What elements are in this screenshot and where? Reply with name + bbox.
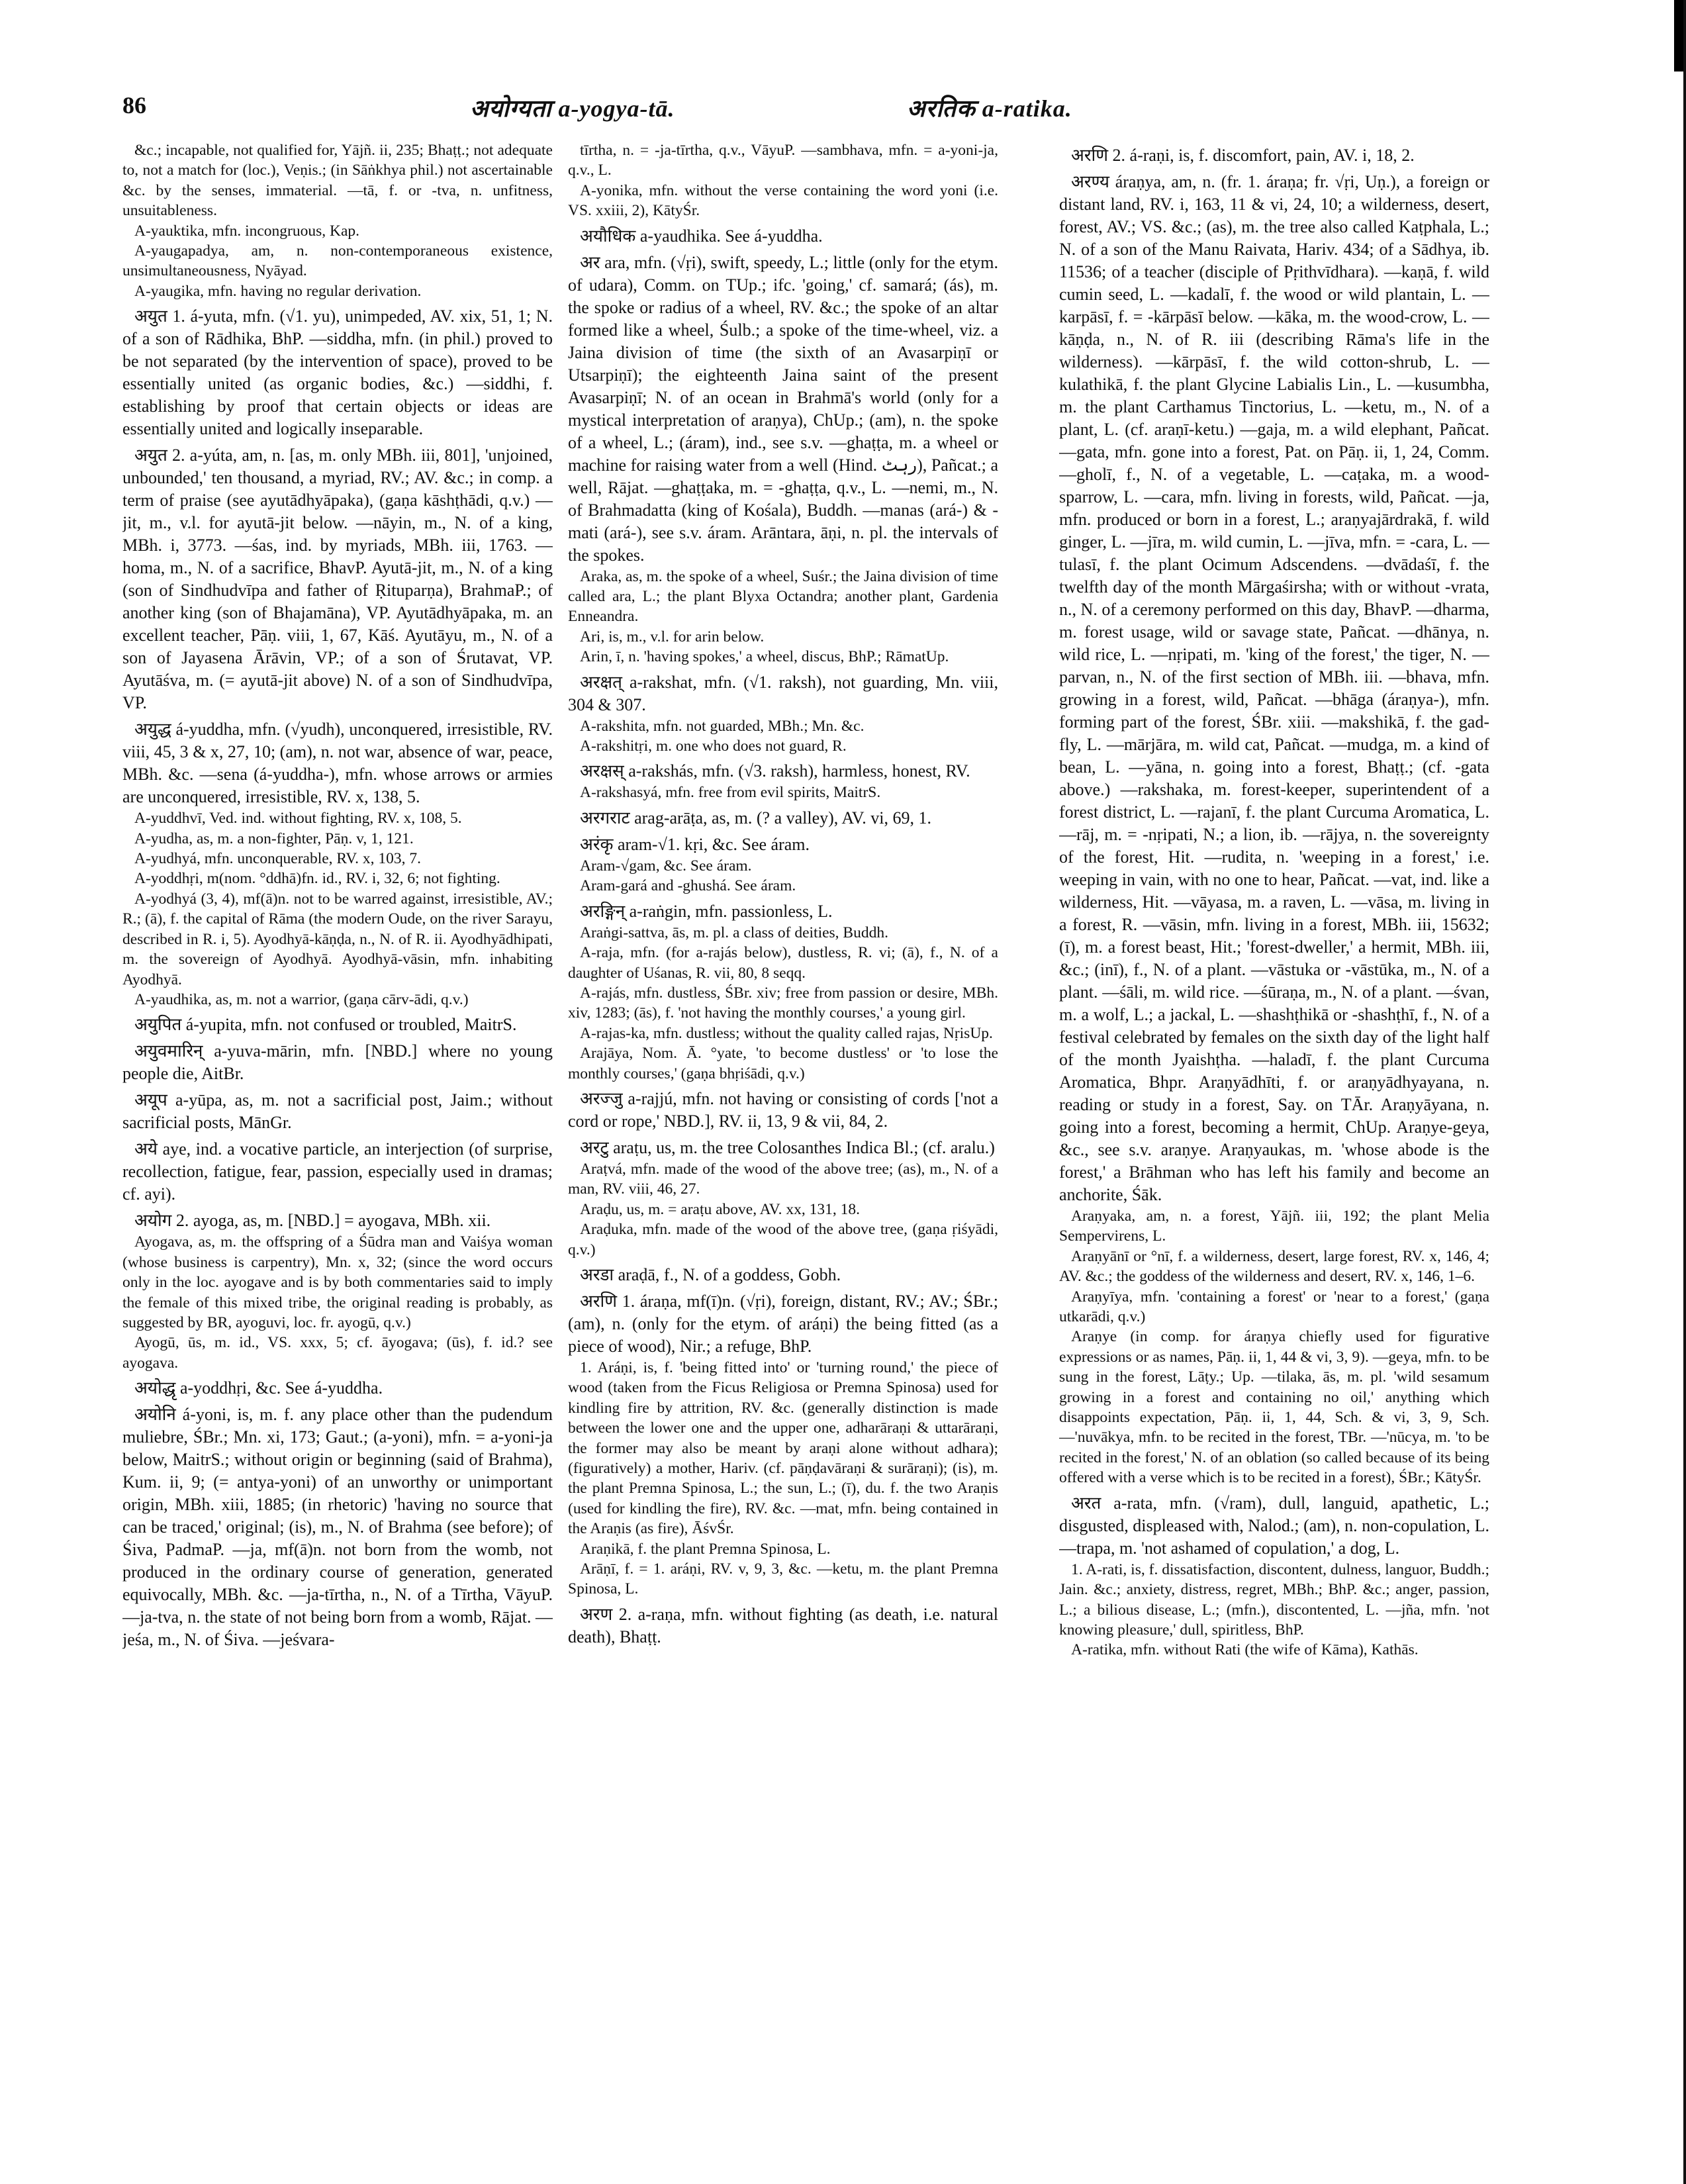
subentry: A-yonika, mfn. without the verse containing the word yoni (i.e. VS. xxiii, 2), KātyŚr. <box>568 181 998 220</box>
subentry: A-rakshasyá, mfn. free from evil spirits, MaitrS. <box>580 784 881 802</box>
headword-entry: अरण 2. a-raṇa, mfn. without fighting (as death, i.e. natural death), Bhaṭṭ. <box>568 1604 998 1646</box>
subentry: Araḍuka, mfn. made of the wood of the above tree, (gaṇa ṛiśyādi, q.v.) <box>568 1221 998 1258</box>
subentry: A-yodhyá (3, 4), mf(ā)n. not to be warred against, irresistible, AV.; R.; (ā), f. the capital of Rāma (the modern Oude, on the river Sarayu, described in R. i, 5). Ayodhyā-kāṇḍa, n., N. of R. ii. Ayodhyādhipati, m. the sovereign of Ayodhyā. Ayodhyā-vāsin, mfn. inhabiting Ayodhyā. <box>122 890 553 988</box>
subentry: A-rakshitṛi, m. one who does not guard, R. <box>580 737 847 755</box>
subentry: Araṇikā, f. the plant Premna Spinosa, L. <box>580 1540 831 1558</box>
right-running-headword: अरतिक a-ratika. <box>907 95 1072 122</box>
subentry: A-yaugika, mfn. having no regular derivation. <box>134 282 422 300</box>
subentry: Ayogū, ūs, m. id., VS. xxx, 5; cf. āyogava; (ūs), f. id.? see ayogava. <box>122 1334 553 1372</box>
headword-entry: अयुत 1. á-yuta, mfn. (√1. yu), unimpeded, AV. xix, 51, 1; N. of a son of Rādhika, BhP. —siddha, mfn. (in phil.) proved to be not separated (by the intervention of space), proved to be essentially united (as organic bodies, &c.) —siddhi, f. establishing by proof that certain objects or ideas are essentially united and logically inseparable. <box>122 307 553 439</box>
headword-entry: अरणि 1. áraṇa, mf(ī)n. (√ṛi), foreign, distant, RV.; AV.; ŚBr.; (am), n. (only for the etym. of aráṇi) the being fitted (as a piece of wood), Nir.; a refuge, BhP. <box>568 1291 998 1356</box>
page-edge-line <box>1683 0 1686 2184</box>
headword-entry: अयुवमारिन् a-yuva-mārin, mfn. [NBD.] where no young people die, AitBr. <box>122 1041 553 1084</box>
headword-entry: अयूप a-yūpa, as, m. not a sacrificial post, Jaim.; without sacrificial posts, MānGr. <box>122 1090 553 1133</box>
subentry: Arin, ī, n. 'having spokes,' a wheel, discus, BhP.; RāmatUp. <box>580 648 949 666</box>
subentry: Araḍu, us, m. = araṭu above, AV. xx, 131, 18. <box>580 1200 860 1218</box>
headword-entry: अरणि 2. á-raṇi, is, f. discomfort, pain, AV. i, 18, 2. <box>1071 146 1415 165</box>
subentry: A-rajas-ka, mfn. dustless; without the quality called rajas, NṛisUp. <box>580 1024 993 1042</box>
headword-entry: अरडा araḍā, f., N. of a goddess, Gobh. <box>580 1264 841 1284</box>
headword-entry: अये aye, ind. a vocative particle, an interjection (of surprise, recollection, fatigue, fear, passion, especially used in dramas; cf. ayi). <box>122 1139 553 1204</box>
headword-entry: अरटु araṭu, us, m. the tree Colosanthes Indica Bl.; (cf. aralu.) <box>580 1137 995 1157</box>
subentry: A-ratika, mfn. without Rati (the wife of Kāma), Kathās. <box>1071 1641 1419 1659</box>
subentry: Araṇyīya, mfn. 'containing a forest' or 'near to a forest,' (gaṇa utkarādi, q.v.) <box>1059 1288 1489 1326</box>
headword-entry: अरंकृ aram-√1. kṛi, &c. See áram. <box>580 834 810 854</box>
headword-entry: अरण्य áraṇya, am, n. (fr. 1. áraṇa; fr. √ṛi, Uṇ.), a foreign or distant land, RV. i, 163, 11 & vi, 24, 10; a wilderness, desert, forest, AV.; VS. &c.; (as), m. the tree also called Kaṭphala, L.; N. of a son of the Manu Raivata, Hariv. 434; of a Sādhya, ib. 11536; of a teacher (disciple of Pṛithvīdhara). —kaṇā, f. wild cumin seed, L. —kadalī, f. the wood or wild plantain, L. —karpāsī, f. = -kārpāsī below. —kāka, m. the wood-crow, L. —kāṇḍa, n., N. of R. iii (describing Rāma's life in the wilderness). —kārpāsī, f. the wild cotton-shrub, L. —kulathikā, f. the plant Glycine Labialis Lin., L. —kusumbha, m. the plant Carthamus Tinctorius, L. —ketu, m., N. of a plant, L. (cf. araṇī-ketu.) —gaja, m. a wild elephant, Pañcat. —gata, mfn. gone into a forest, Pat. on Pāṇ. ii, 1, 24, Comm. —gholī, f., N. of a vegetable, L. —caṭaka, m. a wood-sparrow, L. —cara, mfn. living in forests, wild, Pañcat. —ja, mfn. produced or born in a forest, L.; araṇyajārdrakā, f. wild ginger, L. —jīra, m. wild cumin, L. —jīva, mfn. = -cara, L. —tulasī, f. the plant Ocimum Adscendens. —dvādaśī, f. the twelfth day of the month Mārgaśirsha; with or without -vrata, n., N. of a ceremony performed on this day, BhavP. —dharma, m. forest usage, wild or savage state, Pañcat. —dhānya, n. wild rice, L. —nṛipati, m. 'king of the forest,' the tiger, N. —parvan, n., N. of the first section of MBh. iii. —bhava, mfn. growing in a forest, wild, Pañcat. —bhāga (áraṇya-), mfn. forming part of the forest, ŚBr. xiii. —makshikā, f. the gad-fly, L. —mārjāra, m. wild cat, Pañcat. —mudga, m. a kind of bean, L. —yāna, n. going into a forest, Bhaṭṭ.; (cf. -gata above.) —rakshaka, m. forest-keeper, superintendent of a forest district, L. —rajanī, f. the plant Curcuma Aromatica, L. —rāj, m. = -nṛipati, N.; a lion, ib. —rājya, n. the sovereignty of the forest, Hit. —rudita, n. 'weeping in a forest,' i.e. weeping in vain, with no one to hear, Pañcat. —vat, ind. like a wilderness, Hit. —vāyasa, m. a raven, L. —vāsa, m. living in a forest, R. —vāsin, mfn. living in a forest, MBh. iii, 15632; (ī), m. a forest beast, Hit.; 'forest-dweller,' a hermit, MBh. iii, &c.; (inī), f., N. of a plant. —vāstuka or -vāstūka, m., N. of a plant. —śāli, m. wild rice. —śūraṇa, m., N. of a plant. —śvan, m. a wolf, L.; a jackal, L. —shashṭhikā or -shashṭhī, f., N. of a festival celebrated by females on the sixth day of the light half of the month Jyaishṭha. —haladī, f. the plant Curcuma Aromatica, Bhpr. Araṇyādhīti, f. or araṇyādhyayana, n. reading or study in a forest, Say. on TĀr. Araṇyāyana, n. going into a forest, becoming a hermit, ChUp. Araṇye-geya, &c., see s.v. araṇye. Araṇyaukas, m. 'whose abode is the forest,' a Brāhman who has left his family and become an anchorite, Śāk. <box>1059 172 1489 1204</box>
headword-entry: अरङ्गिन् a-raṅgin, mfn. passionless, L. <box>580 901 833 921</box>
column-1 <box>122 140 553 2153</box>
subentry: A-yauktika, mfn. incongruous, Kap. <box>134 222 360 240</box>
headword-entry: अयुद्ध á-yuddha, mfn. (√yudh), unconquered, irresistible, RV. viii, 45, 3 & x, 27, 10; (am), n. not war, absence of war, peace, MBh. &c. —sena (á-yuddha-), mfn. whose arrows or armies are unconquered, irresistible, RV. x, 138, 5. <box>122 720 553 807</box>
headword-entry: अरक्षस् a-rakshás, mfn. (√3. raksh), harmless, honest, RV. <box>580 761 970 781</box>
subentry: Araka, as, m. the spoke of a wheel, Suśr.; the Jaina division of time called ara, L.; the plant Blyxa Octandra; another plant, Gardenia Enneandra. <box>568 567 998 626</box>
page-number: 86 <box>122 92 146 119</box>
page-header <box>122 91 1646 131</box>
subentry: A-yudha, as, m. a non-fighter, Pāṇ. v, 1, 121. <box>134 830 414 847</box>
subentry: Arāṇī, f. = 1. aráṇi, RV. v, 9, 3, &c. —ketu, m. the plant Premna Spinosa, L. <box>568 1560 998 1598</box>
headword-entry: अरगराट arag-arāṭa, as, m. (? a valley), AV. vi, 69, 1. <box>580 808 931 828</box>
subentry: Araṇyānī or °nī, f. a wilderness, desert, large forest, RV. x, 146, 4; AV. &c.; the goddess of the wilderness and desert, RV. x, 146, 1–6. <box>1059 1247 1489 1286</box>
subentry: Araṭvá, mfn. made of the wood of the above tree; (as), m., N. of a man, RV. viii, 46, 27. <box>568 1160 998 1198</box>
subentry: Araṅgi-sattva, ās, m. pl. a class of deities, Buddh. <box>580 924 888 941</box>
subentry: Aram-gará and -ghushá. See áram. <box>580 877 796 895</box>
headword-entry: अरज्जु a-rajjú, mfn. not having or consisting of cords ['not a cord or rope,' NBD.], RV. ii, 13, 9 & vii, 84, 2. <box>568 1088 998 1131</box>
headword-entry: अयौधिक a-yaudhika. See á-yuddha. <box>580 226 823 246</box>
subentry: A-rajás, mfn. dustless, ŚBr. xiv; free from passion or desire, MBh. xiv, 1283; (ās), f. 'not having the monthly courses,' a young girl. <box>568 984 998 1022</box>
subentry: Arajāya, Nom. Ā. °yate, 'to become dustless' or 'to lose the monthly courses,' (gaṇa bhṛiśādi, q.v.) <box>568 1045 998 1082</box>
column-3 <box>1059 140 1489 2153</box>
headword-entry: अयोनि á-yoni, is, m. f. any place other than the pudendum muliebre, ŚBr.; Mn. xi, 173; Gaut.; (a-yoni), mfn. = a-yoni-ja below, MaitrS.; without origin or beginning (said of Brahma), Kum. ii, 9; (= antya-yoni) of an unworthy or unimportant origin, MBh. xiii, 1885; (in rhetoric) 'having no source that can be traced,' original; (is), m., N. of Brahma (see before); of Śiva, PadmaP. —ja, mf(ā)n. not born from the womb, not produced in the ordinary course of generation, generated equivocally, MBh. &c. —ja-tīrtha, n., N. of a Tīrtha, VāyuP. —ja-tva, n. the state of not being born from a womb, Rājat. —jeśa, m., N. of Śiva. —jeśvara- <box>122 1405 553 1650</box>
subentry: A-yaudhika, as, m. not a warrior, (gaṇa cārv-ādi, q.v.) <box>134 990 469 1008</box>
subentry: A-raja, mfn. (for a-rajás below), dustless, R. vi; (ā), f., N. of a daughter of Uśanas, R. vii, 80, 8 seqq. <box>568 944 998 982</box>
subentry: 1. Aráṇi, is, f. 'being fitted into' or 'turning round,' the piece of wood (taken from the Ficus Religiosa or Premna Spinosa) used for kindling fire by attrition, RV. &c. (generally distinction is made between the lower one and the upper one, adharāraṇi & uttarāraṇi, the former may also be meant by araṇi alone without adhara); (figuratively) a mother, Hariv. (cf. pāṇḍavāraṇi & surāraṇi); (is), m. the plant Premna Spinosa, L.; the sun, L.; (ī), du. f. the two Araṇis (used for kindling the fire), RV. &c. —mat, mfn. being contained in the Araṇis (as fire), ĀśvŚr. <box>568 1358 998 1538</box>
subentry: Ari, is, m., v.l. for arin below. <box>580 628 765 645</box>
subentry: A-yaugapadya, am, n. non-contemporaneous existence, unsimultaneousness, Nyāyad. <box>122 242 553 280</box>
subentry: tīrtha, n. = -ja-tīrtha, q.v., VāyuP. —sambhava, mfn. = a-yoni-ja, q.v., L. <box>568 142 998 179</box>
headword-entry: अरक्षत् a-rakshat, mfn. (√1. raksh), not guarding, Mn. viii, 304 & 307. <box>568 672 998 714</box>
headword-entry: अयोग 2. ayoga, as, m. [NBD.] = ayogava, MBh. xii. <box>134 1211 491 1231</box>
subentry: &c.; incapable, not qualified for, Yājñ. ii, 235; Bhaṭṭ.; not adequate to, not a match for (loc.), Veṇis.; (in Sāṅkhya phil.) not ascertainable &c. by the senses, immaterial. —tā, f. or -tva, n. unfitness, unsuitableness. <box>122 142 553 220</box>
subentry: A-yoddhṛi, m(nom. °ddhā)fn. id., RV. i, 32, 6; not fighting. <box>134 870 500 888</box>
headword-entry: अयुत 2. a-yúta, am, n. [as, m. only MBh. iii, 801], 'unjoined, unbounded,' ten thousand, a myriad, RV.; AV. &c.; in comp. a term of praise (see ayutādhyāpaka), (gaṇa kāshṭhādi, q.v.) —jit, m., v.l. for ayutā-jit below. —nāyin, m., N. of a king, MBh. i, 3773. —śas, ind. by myriads, MBh. iii, 1763. —homa, m., N. of a sacrifice, BhavP. Ayutā-jit, m., N. of a king (son of Sindhudvīpa and father of Ṛituparṇa), BrahmaP.; of another king (son of Bhajamāna), VP. Ayutādhyāpaka, m. an excellent teacher, Pāṇ. viii, 1, 67, Kāś. Ayutāyu, m., N. of a son of Jayasena Ārāvin, VP.; of a son of Śrutavat, VP. Ayutāśva, m. (= ayutā-jit above) N. of a son of Sindhudvīpa, VP. <box>122 446 553 713</box>
headword-entry: अरत a-rata, mfn. (√ram), dull, languid, apathetic, L.; disgusted, displeased with, Nalod.; (am), n. non-copulation, L. —trapa, m. 'not ashamed of copulation,' a dog, L. <box>1059 1493 1489 1558</box>
subentry: A-yudhyá, mfn. unconquerable, RV. x, 103, 7. <box>134 850 422 868</box>
subentry: Aram-√gam, &c. See áram. <box>580 857 752 875</box>
subentry: A-rakshita, mfn. not guarded, MBh.; Mn. &c. <box>580 717 865 735</box>
headword-entry: अर ara, mfn. (√ṛi), swift, speedy, L.; little (only for the etym. of udara), Comm. on TUp.; ifc. 'going,' cf. samará; (ás), m. the spoke or radius of a wheel, RV. &c.; the spoke of an altar formed like a wheel, Śulb.; a spoke of the time-wheel, viz. a Jaina division of time (the sixth of an Avasarpiṇī or Utsarpiṇī); the eighteenth Jaina saint of the present Avasarpiṇī; N. of an ocean in Brahmā's world (only for a mystical interpretation of araṇya), ChUp.; (am), n. the spoke of a wheel, L.; (áram), ind., see s.v. —ghaṭṭa, m. a wheel or machine for raising water from a well (Hind. رہٹ), Pañcat.; a well, Rājat. —ghaṭṭaka, m. = -ghaṭṭa, q.v., L. —nemi, m., N. of Brahmadatta (king of Kośala), Buddh. —manas (ará-) & -mati (ará-), see s.v. áram. Arāntara, āṇi, n. pl. the intervals of the spokes. <box>568 252 998 565</box>
subentry: Araṇyaka, am, n. a forest, Yājñ. iii, 192; the plant Melia Sempervirens, L. <box>1059 1208 1489 1245</box>
subentry: 1. A-rati, is, f. dissatisfaction, discontent, dulness, languor, Buddh.; Jain. &c.; anxiety, distress, regret, MBh.; BhP. &c.; anger, passion, L.; a bilious disease, L.; (mfn.), discontented, L. —jña, mfn. 'not knowing pleasure,' dull, spiritless, BhP. <box>1059 1560 1489 1638</box>
headword-entry: अयोद्धृ a-yoddhṛi, &c. See á-yuddha. <box>134 1378 383 1398</box>
subentry: Araṇye (in comp. for áraṇya chiefly used for figurative expressions or as names, Pāṇ. ii, 1, 44 & vi, 3, 9). —geya, mfn. to be sung in the forest, Lāṭy.; Up. —tilaka, ās, m. pl. 'wild sesamum growing in a forest and containing no oil,' anything which disappoints expectation, Pāṇ. ii, 1, 44, Sch. & vi, 3, 9, Sch. —'nuvākya, mfn. to be recited in the forest, TBr. —'nūcya, m. 'to be recited in the forest,' N. of an oblation (so called because of its being offered with a verse which is to be recited in a forest), ŚBr.; KātyŚr. <box>1059 1328 1489 1487</box>
left-running-headword: अयोग्यता a-yogya-tā. <box>470 95 675 122</box>
column-2 <box>568 140 998 2153</box>
subentry: Ayogava, as, m. the offspring of a Śūdra man and Vaiśya woman (whose business is carpentry), Mn. x, 32; (since the word occurs only in the loc. ayogave and is by both commentaries said to imply the female of this mixed tribe, the original reading is probably, as suggested by BR, ayoguvi, loc. fr. ayogū, q.v.) <box>122 1233 553 1331</box>
headword-entry: अयुपित á-yupita, mfn. not confused or troubled, MaitrS. <box>134 1015 517 1035</box>
subentry: A-yuddhvī, Ved. ind. without fighting, RV. x, 108, 5. <box>134 810 462 828</box>
